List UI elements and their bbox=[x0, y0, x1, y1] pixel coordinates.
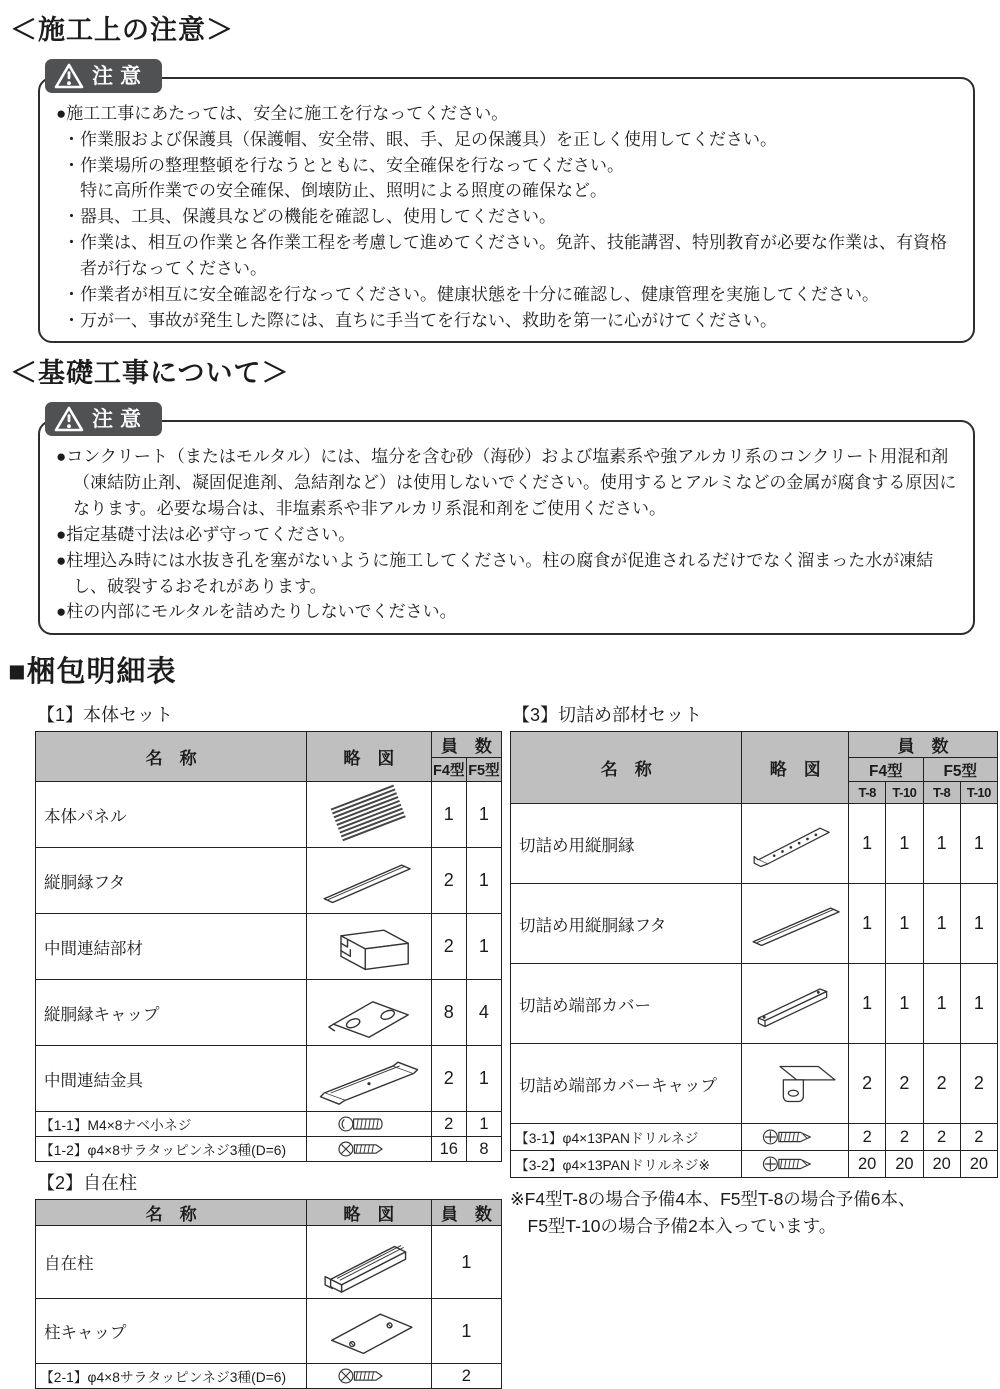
section2-title: ＜基礎工事について＞ bbox=[10, 358, 290, 389]
table3-caption: 【3】切詰め部材セット bbox=[512, 705, 703, 726]
column-header: 略 図 bbox=[307, 732, 432, 782]
cover-cap-icon bbox=[742, 1044, 849, 1124]
table1-caption: 【1】本体セット bbox=[37, 705, 174, 726]
count-cell: 1 bbox=[923, 884, 960, 964]
table-row bbox=[36, 1226, 502, 1299]
count-cell: 2 bbox=[431, 1364, 501, 1389]
column-header: 名 称 bbox=[36, 1200, 307, 1226]
count-cell: 2 bbox=[960, 1124, 997, 1151]
count-cell: 2 bbox=[431, 1046, 466, 1112]
count-cell: 2 bbox=[849, 1124, 886, 1151]
part-name: 【3-2】φ4×13PANドリルネジ※ bbox=[511, 1151, 742, 1178]
table-row bbox=[36, 1364, 502, 1389]
column-header: F4型 bbox=[849, 758, 923, 782]
column-header: 略 図 bbox=[742, 732, 849, 804]
part-name: 【1-2】φ4×8サラタッピンネジ3種(D=6) bbox=[36, 1137, 307, 1162]
caution-badge bbox=[45, 402, 162, 436]
count-cell: 1 bbox=[849, 884, 886, 964]
footnote-line-1: ※F4型T-8の場合予備4本、F5型T-8の場合予備6本、 bbox=[510, 1189, 916, 1210]
count-cell: 2 bbox=[960, 1044, 997, 1124]
csk-screw-icon bbox=[307, 1364, 432, 1389]
part-name: 【1-1】M4×8ナベ小ネジ bbox=[36, 1112, 307, 1137]
caution-section-2 bbox=[38, 407, 975, 635]
part-name: 切詰め用縦胴縁フタ bbox=[511, 884, 742, 964]
panel-stack-icon bbox=[307, 782, 432, 848]
count-cell: 1 bbox=[466, 1112, 501, 1137]
csk-screw-icon bbox=[307, 1137, 432, 1162]
count-cell: 2 bbox=[849, 1044, 886, 1124]
packing-table-2 bbox=[35, 1199, 502, 1389]
count-cell: 20 bbox=[849, 1151, 886, 1178]
table-row bbox=[36, 1137, 502, 1162]
notice-item: ●柱の内部にモルタルを詰めたりしないでください。 bbox=[56, 602, 457, 622]
caution-box bbox=[38, 77, 975, 343]
column-header: T-8 bbox=[923, 782, 960, 804]
count-cell: 2 bbox=[923, 1044, 960, 1124]
notice-item: ・万が一、事故が発生した際には、直ちに手当てを行ない、救助を第一に心がけてください。 bbox=[63, 310, 777, 330]
count-cell: 1 bbox=[960, 964, 997, 1044]
table-row bbox=[511, 964, 998, 1044]
table-row bbox=[36, 1112, 502, 1137]
packing-table-1 bbox=[35, 731, 502, 1162]
table-row bbox=[36, 782, 502, 848]
table-row bbox=[511, 884, 998, 964]
column-header: F4型 bbox=[431, 758, 466, 782]
footnote-line-2: F5型T-10の場合予備2本入っています。 bbox=[527, 1215, 837, 1236]
column-header: F5型 bbox=[923, 758, 997, 782]
notice-item: 特に高所作業での安全確保、倒壊防止、照明による照度の確保など。 bbox=[80, 181, 607, 201]
count-cell: 1 bbox=[923, 964, 960, 1044]
count-cell: 1 bbox=[849, 804, 886, 884]
pan-screw-icon bbox=[307, 1112, 432, 1137]
count-cell: 8 bbox=[466, 1137, 501, 1162]
table-row bbox=[511, 1044, 998, 1124]
count-cell: 1 bbox=[886, 804, 923, 884]
joint-plate-icon bbox=[307, 1046, 432, 1112]
part-name: 切詰め端部カバー bbox=[511, 964, 742, 1044]
count-cell: 1 bbox=[431, 782, 466, 848]
drill-screw-icon bbox=[742, 1124, 849, 1151]
right-column bbox=[510, 698, 998, 1239]
part-name: 本体パネル bbox=[36, 782, 307, 848]
table-row bbox=[36, 1299, 502, 1364]
part-name: 縦胴縁キャップ bbox=[36, 980, 307, 1046]
count-cell: 2 bbox=[886, 1044, 923, 1124]
column-header: 員 数 bbox=[431, 1200, 501, 1226]
column-header: 員 数 bbox=[431, 732, 501, 758]
notice-item: ・作業者が相互に安全確認を行なってください。健康状態を十分に確認し、健康管理を実施してください。 bbox=[63, 284, 879, 304]
count-cell: 1 bbox=[960, 884, 997, 964]
count-cell: 2 bbox=[431, 914, 466, 980]
count-cell: 1 bbox=[466, 782, 501, 848]
notice-item: ●コンクリート（またはモルタル）には、塩分を含む砂（海砂）および塩素系や強アルカリ系のコンクリート用混和剤（凍結防止剤、凝固促進剤、急結剤など）は使用しないでください。使用するとアルミなどの金属が腐食する原因になります。必要な場合は、非塩素系や非アルカリ系混和剤をご使用ください。 bbox=[56, 447, 957, 519]
perforated-bar-icon bbox=[742, 804, 849, 884]
table-row bbox=[36, 848, 502, 914]
part-name: 【2-1】φ4×8サラタッピンネジ3種(D=6) bbox=[36, 1364, 307, 1389]
column-header: T-10 bbox=[960, 782, 997, 804]
count-cell: 1 bbox=[923, 804, 960, 884]
count-cell: 1 bbox=[466, 914, 501, 980]
count-cell: 20 bbox=[886, 1151, 923, 1178]
column-header: T-8 bbox=[849, 782, 886, 804]
packing-table bbox=[35, 1199, 502, 1389]
count-cell: 1 bbox=[886, 884, 923, 964]
flat-strip-icon bbox=[307, 848, 432, 914]
count-cell: 1 bbox=[886, 964, 923, 1044]
angle-cover-icon bbox=[742, 964, 849, 1044]
count-cell: 2 bbox=[431, 848, 466, 914]
post-icon bbox=[307, 1226, 432, 1299]
count-cell: 1 bbox=[849, 964, 886, 1044]
channel-icon bbox=[307, 914, 432, 980]
cap-plate-icon bbox=[307, 980, 432, 1046]
notice-item: ・作業場所の整理整頓を行なうとともに、安全確保を行なってください。 bbox=[63, 155, 624, 175]
count-cell: 16 bbox=[431, 1137, 466, 1162]
part-name: 自在柱 bbox=[36, 1226, 307, 1299]
post-cap-icon bbox=[307, 1299, 432, 1364]
notice-item: ・作業は、相互の作業と各作業工程を考慮して進めてください。免許、技能講習、特別教育が必要な作業は、有資格者が行なってください。 bbox=[63, 233, 947, 278]
table-row bbox=[511, 804, 998, 884]
packing-table bbox=[35, 731, 502, 1162]
part-name: 縦胴縁フタ bbox=[36, 848, 307, 914]
left-column bbox=[35, 698, 502, 1389]
caution-badge-label: 注意 bbox=[92, 407, 148, 431]
part-name: 中間連結金具 bbox=[36, 1046, 307, 1112]
notice-item: ●柱埋込み時には水抜き孔を塞がないように施工してください。柱の腐食が促進されるだけでなく溜まった水が凍結し、破裂するおそれがあります。 bbox=[56, 550, 934, 596]
section1-title: ＜施工上の注意＞ bbox=[10, 15, 234, 45]
table-row bbox=[36, 914, 502, 980]
count-cell: 1 bbox=[466, 848, 501, 914]
count-cell: 4 bbox=[466, 980, 501, 1046]
caution-box bbox=[38, 420, 975, 635]
count-cell: 1 bbox=[431, 1226, 501, 1299]
part-name: 切詰め用縦胴縁 bbox=[511, 804, 742, 884]
count-cell: 2 bbox=[923, 1124, 960, 1151]
column-header: 員 数 bbox=[849, 732, 998, 758]
caution-badge-label: 注意 bbox=[92, 64, 148, 88]
count-cell: 20 bbox=[923, 1151, 960, 1178]
column-header: 名 称 bbox=[511, 732, 742, 804]
part-name: 柱キャップ bbox=[36, 1299, 307, 1364]
packing-list-title: ■梱包明細表 bbox=[8, 656, 177, 689]
notice-item: ・器具、工具、保護具などの機能を確認し、使用してください。 bbox=[63, 207, 556, 227]
notice-item: ・作業服および保護具（保護帽、安全帯、眼、手、足の保護具）を正しく使用してください。 bbox=[63, 129, 777, 149]
column-header: T-10 bbox=[886, 782, 923, 804]
table2-caption: 【2】自在柱 bbox=[37, 1173, 138, 1194]
packing-tables bbox=[35, 698, 1000, 1389]
count-cell: 20 bbox=[960, 1151, 997, 1178]
notice-item: ●指定基礎寸法は必ず守ってください。 bbox=[56, 524, 356, 544]
warning-triangle-icon bbox=[54, 63, 84, 89]
column-header: F5型 bbox=[466, 758, 501, 782]
column-header: 略 図 bbox=[307, 1200, 432, 1226]
table-row bbox=[36, 1046, 502, 1112]
count-cell: 1 bbox=[960, 804, 997, 884]
packing-table-3 bbox=[510, 731, 998, 1178]
table-row bbox=[511, 1124, 998, 1151]
table-row bbox=[36, 980, 502, 1046]
count-cell: 1 bbox=[431, 1299, 501, 1364]
part-name: 【3-1】φ4×13PANドリルネジ bbox=[511, 1124, 742, 1151]
count-cell: 8 bbox=[431, 980, 466, 1046]
drill-screw-icon bbox=[742, 1151, 849, 1178]
count-cell: 2 bbox=[431, 1112, 466, 1137]
count-cell: 2 bbox=[886, 1124, 923, 1151]
table-row bbox=[511, 1151, 998, 1178]
footnote bbox=[510, 1186, 998, 1239]
warning-triangle-icon bbox=[54, 406, 84, 432]
part-name: 中間連結部材 bbox=[36, 914, 307, 980]
caution-badge bbox=[45, 59, 162, 93]
count-cell: 1 bbox=[466, 1046, 501, 1112]
packing-table bbox=[510, 731, 998, 1178]
notice-item: ●施工工事にあたっては、安全に施工を行なってください。 bbox=[56, 104, 509, 123]
part-name: 切詰め端部カバーキャップ bbox=[511, 1044, 742, 1124]
column-header: 名 称 bbox=[36, 732, 307, 782]
flat-strip-icon bbox=[742, 884, 849, 964]
caution-section-1 bbox=[38, 64, 975, 343]
